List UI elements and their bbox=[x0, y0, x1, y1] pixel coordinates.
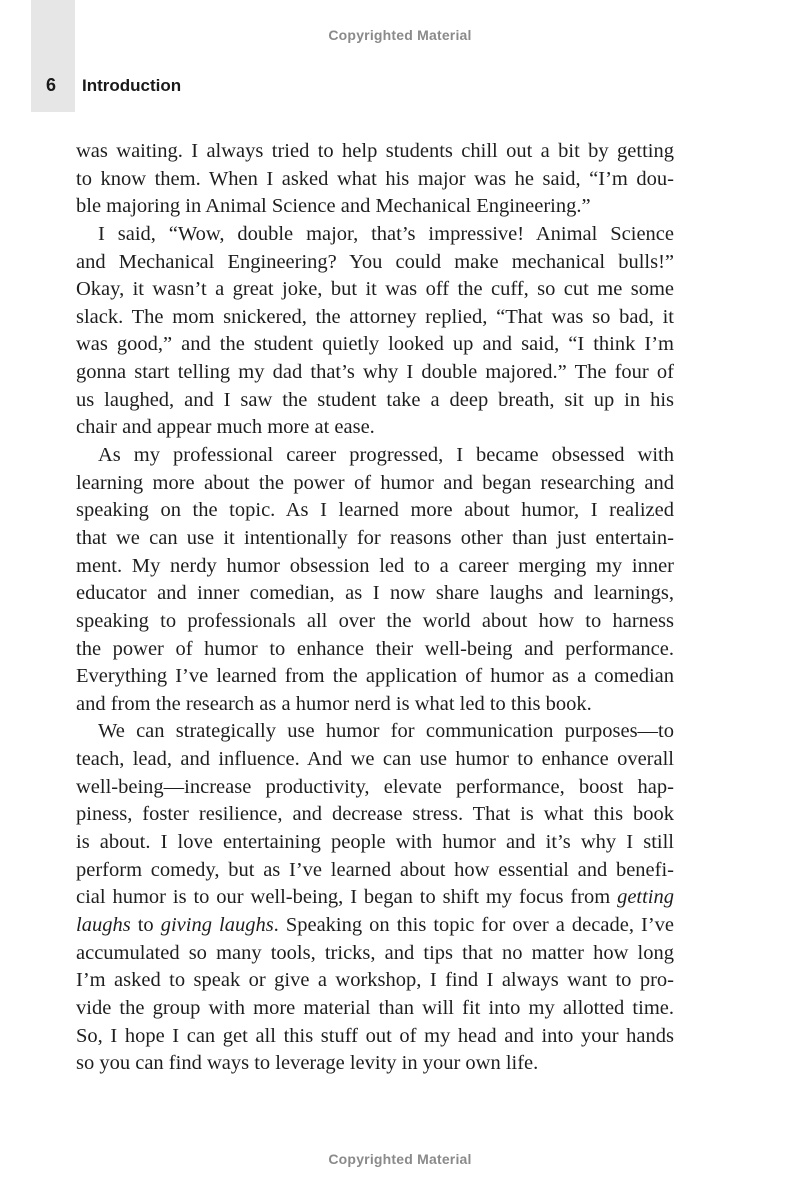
text-line: slack. The mom snickered, the attorney replied, “That was so bad, it bbox=[76, 305, 674, 328]
copyright-notice-top: Copyrighted Material bbox=[328, 27, 472, 43]
text-line: to know them. When I asked what his major was he said, “I’m dou- bbox=[76, 167, 674, 190]
text-line: was waiting. I always tried to help students chill out a bit by getting bbox=[76, 140, 674, 162]
text-run: . Speaking on this topic for over a decade, I’ve bbox=[273, 913, 674, 936]
text-line: so you can find ways to leverage levity in your own life. bbox=[76, 1052, 539, 1075]
text-line: I said, “Wow, double major, that’s impressive! Animal Science bbox=[98, 222, 674, 245]
text-line: that we can use it intentionally for reasons other than just entertain- bbox=[76, 526, 674, 549]
text-line: educator and inner comedian, as I now share laughs and learnings, bbox=[76, 582, 674, 605]
running-head bbox=[46, 75, 181, 96]
text-run: cial humor is to our well-being, I began to shift my focus from bbox=[76, 886, 618, 909]
text-line: I’m asked to speak or give a workshop, I find I always want to pro- bbox=[76, 969, 674, 992]
text-line: So, I hope I can get all this stuff out of my head and into your hands bbox=[76, 1024, 674, 1047]
text-line: We can strategically use humor for communication purposes—to bbox=[98, 720, 674, 743]
text-line: and from the research as a humor nerd is what led to this book. bbox=[76, 692, 592, 715]
text-line: Okay, it wasn’t a great joke, but it was off the cuff, so cut me some bbox=[76, 278, 674, 301]
text-line: us laughed, and I saw the student take a deep breath, sit up in his bbox=[76, 388, 674, 411]
emphasis-text: giving laughs bbox=[160, 913, 274, 936]
text-line: speaking to professionals all over the world about how to harness bbox=[76, 609, 674, 632]
text-line: is about. I love entertaining people with humor and it’s why I still bbox=[76, 831, 674, 854]
body-text bbox=[76, 138, 674, 1078]
section-title: Introduction bbox=[82, 76, 182, 95]
text-line: teach, lead, and influence. And we can use humor to enhance overall bbox=[76, 748, 674, 771]
text-line: accumulated so many tools, tricks, and tips that no matter how long bbox=[76, 941, 674, 964]
copyright-notice-bottom: Copyrighted Material bbox=[328, 1151, 472, 1167]
text-line: vide the group with more material than will fit into my allotted time. bbox=[76, 996, 674, 1019]
text-line: well-being—increase productivity, elevate performance, boost hap- bbox=[76, 775, 674, 798]
text-line: ble majoring in Animal Science and Mechanical Engineering.” bbox=[76, 195, 591, 218]
text-line: learning more about the power of humor and began researching and bbox=[76, 471, 674, 494]
text-line: chair and appear much more at ease. bbox=[76, 416, 375, 439]
page-number: 6 bbox=[46, 75, 57, 95]
text-line: Everything I’ve learned from the application of humor as a comedian bbox=[76, 665, 674, 688]
text-line: was good,” and the student quietly looked up and said, “I think I’m bbox=[76, 333, 674, 356]
text-line bbox=[76, 884, 674, 912]
emphasis-text: laughs bbox=[76, 913, 131, 936]
text-line: piness, foster resilience, and decrease stress. That is what this book bbox=[76, 803, 674, 826]
text-line: speaking on the topic. As I learned more about humor, I realized bbox=[76, 499, 674, 522]
text-line: perform comedy, but as I’ve learned about how essential and benefi- bbox=[76, 858, 674, 881]
emphasis-text: getting bbox=[617, 886, 674, 909]
text-run: to bbox=[130, 913, 161, 936]
text-line: As my professional career progressed, I became obsessed with bbox=[98, 444, 674, 467]
text-line: the power of humor to enhance their well-being and performance. bbox=[76, 637, 674, 660]
text-line bbox=[76, 912, 674, 940]
text-line: gonna start telling my dad that’s why I double majored.” The four of bbox=[76, 361, 674, 384]
text-line: ment. My nerdy humor obsession led to a career merging my inner bbox=[76, 554, 674, 577]
text-line: and Mechanical Engineering? You could make mechanical bulls!” bbox=[76, 250, 674, 273]
